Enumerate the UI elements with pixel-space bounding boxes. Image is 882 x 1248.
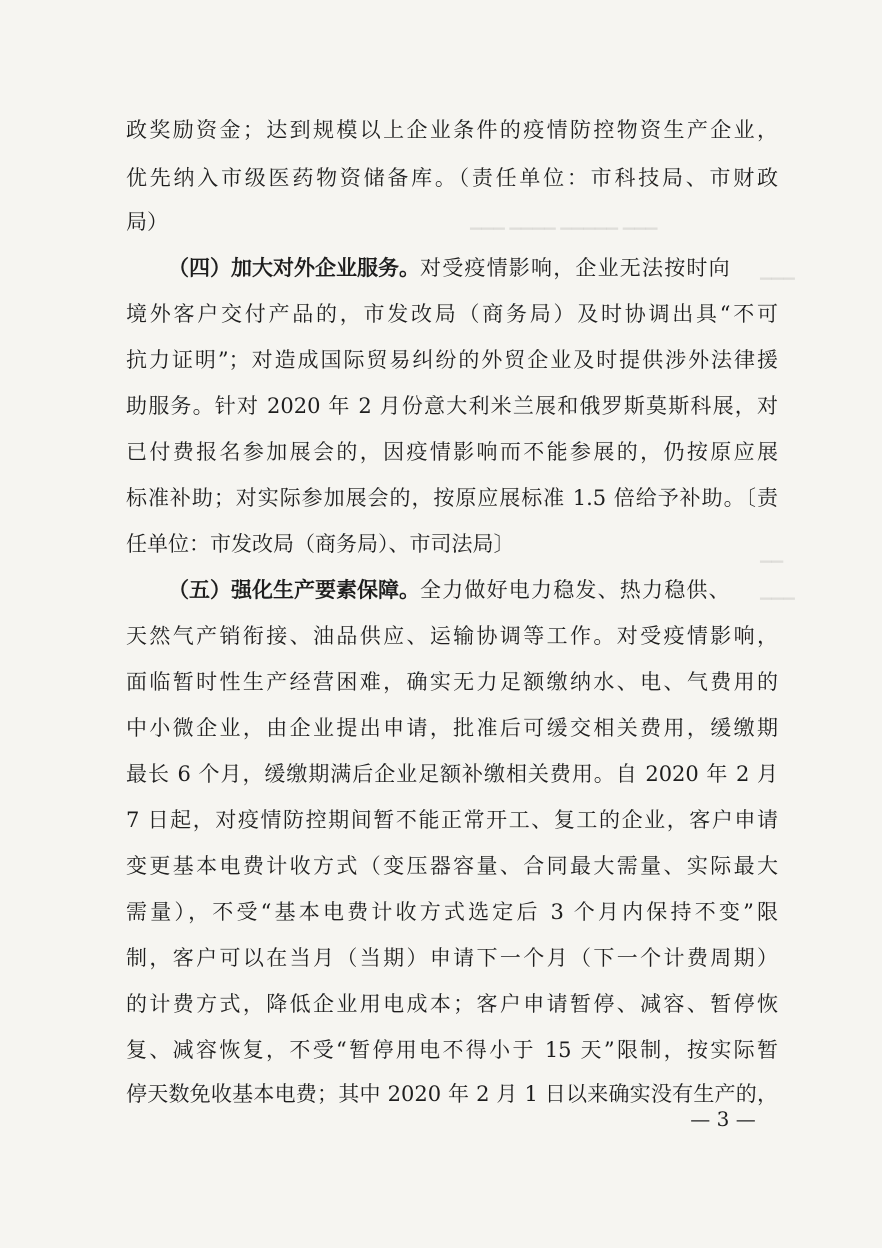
bleed-through-decoration: ▁▁▁ <box>760 262 795 280</box>
section-4-first-line <box>168 244 778 292</box>
text-line: 复、减容恢复，不受“暂停用电不得小于 15 天”限制，按实际暂 <box>126 1038 778 1062</box>
bleed-through-decoration: ▁▁ <box>760 545 784 563</box>
section-4-heading: （四）加大对外企业服务。 <box>168 256 420 280</box>
text-line: 需量），不受“基本电费计收方式选定后 3 个月内保持不变”限 <box>126 900 778 924</box>
text-line: 中小微企业，由企业提出申请，批准后可缓交相关费用，缓缴期 <box>126 716 778 740</box>
text-line: 变更基本电费计收方式（变压器容量、合同最大需量、实际最大 <box>126 854 778 878</box>
text-line: 标准补助；对实际参加展会的，按原应展标准 1.5 倍给予补助。〔责 <box>126 486 778 510</box>
text-line: 境外客户交付产品的，市发改局（商务局）及时协调出具“不可 <box>126 302 778 326</box>
bleed-through-decoration: ▁▁▁ <box>760 582 795 600</box>
text-line: 7 日起，对疫情防控期间暂不能正常开工、复工的企业，客户申请 <box>126 808 778 832</box>
text-line: 的计费方式，降低企业用电成本；客户申请暂停、减容、暂停恢 <box>126 992 778 1016</box>
text-line: 已付费报名参加展会的，因疫情影响而不能参展的，仍按原应展 <box>126 440 778 464</box>
section-5-first-line <box>168 566 778 614</box>
text-line: 助服务。针对 2020 年 2 月份意大利米兰展和俄罗斯莫斯科展，对 <box>126 394 778 418</box>
text-line: 抗力证明”；对造成国际贸易纠纷的外贸企业及时提供涉外法律援 <box>126 348 778 372</box>
text-line: 最长 6 个月，缓缴期满后企业足额补缴相关费用。自 2020 年 2 月 <box>126 762 778 786</box>
section-5-heading: （五）强化生产要素保障。 <box>168 578 420 602</box>
text-line: 局） <box>126 210 168 234</box>
bleed-through-decoration: ▁▁▁ ▁▁▁▁ ▁▁▁▁▁ ▁▁▁ <box>470 212 658 230</box>
text-line: 面临暂时性生产经营困难，确实无力足额缴纳水、电、气费用的 <box>126 670 778 694</box>
text-line: 天然气产销衔接、油品供应、运输协调等工作。对受疫情影响， <box>126 624 778 648</box>
page-number: — 3 — <box>690 1107 756 1131</box>
section-4-text: 对受疫情影响，企业无法按时向 <box>420 256 731 280</box>
text-line: 政奖励资金；达到规模以上企业条件的疫情防控物资生产企业， <box>126 118 778 142</box>
text-line: 优先纳入市级医药物资储备库。（责任单位：市科技局、市财政 <box>126 166 778 190</box>
text-line: 停天数免收基本电费；其中 2020 年 2 月 1 日以来确实没有生产的， <box>126 1082 778 1106</box>
text-line: 制，客户可以在当月（当期）申请下一个月（下一个计费周期） <box>126 946 778 970</box>
section-5-text: 全力做好电力稳发、热力稳供、 <box>420 578 731 602</box>
text-line: 任单位：市发改局（商务局）、市司法局〕 <box>126 532 515 556</box>
